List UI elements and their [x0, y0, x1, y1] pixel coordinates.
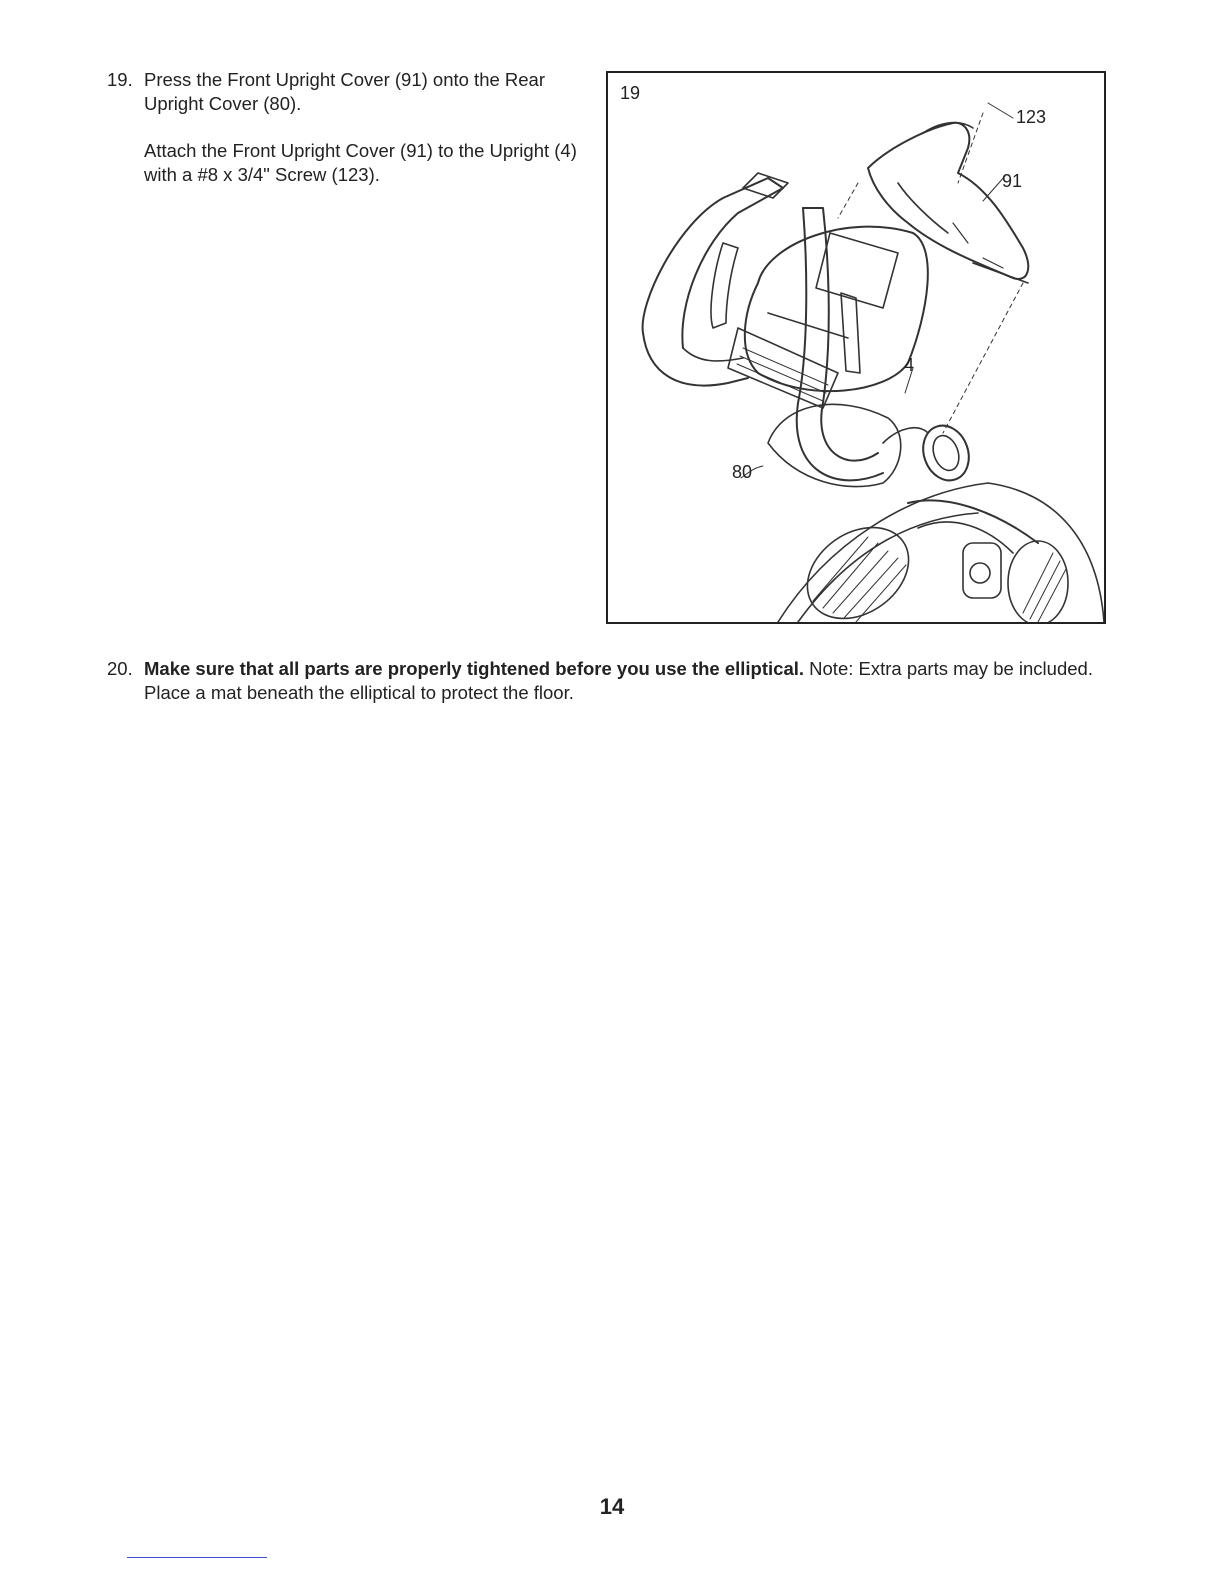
step-19 [107, 68, 582, 188]
step-20-instruction [144, 657, 1104, 704]
elliptical-console-illustration [608, 73, 1104, 622]
step-20 [107, 657, 1107, 709]
step-19-instruction-1: Press the Front Upright Cover (91) onto the Rear Upright Cover (80). [144, 69, 546, 114]
assembly-figure-19 [606, 71, 1106, 624]
step-20-note: Note: Extra parts may be included. Place a mat beneath the elliptical to protect the floor. [144, 658, 1093, 703]
page-number: 14 [599, 1494, 625, 1519]
figure-step-label: 19 [620, 83, 641, 103]
callout-80: 80 [732, 462, 753, 482]
callout-4: 4 [904, 355, 915, 375]
footer-rule [127, 1557, 267, 1558]
step-20-warning: Make sure that all parts are properly tightened before you use the elliptical. [144, 658, 805, 679]
callout-123: 123 [1016, 107, 1047, 127]
callout-91: 91 [1002, 171, 1023, 191]
step-19-number: 19. [107, 69, 133, 90]
step-19-instruction-2: Attach the Front Upright Cover (91) to the Upright (4) with a #8 x 3/4" Screw (123). [144, 140, 577, 185]
step-20-number: 20. [107, 658, 133, 679]
